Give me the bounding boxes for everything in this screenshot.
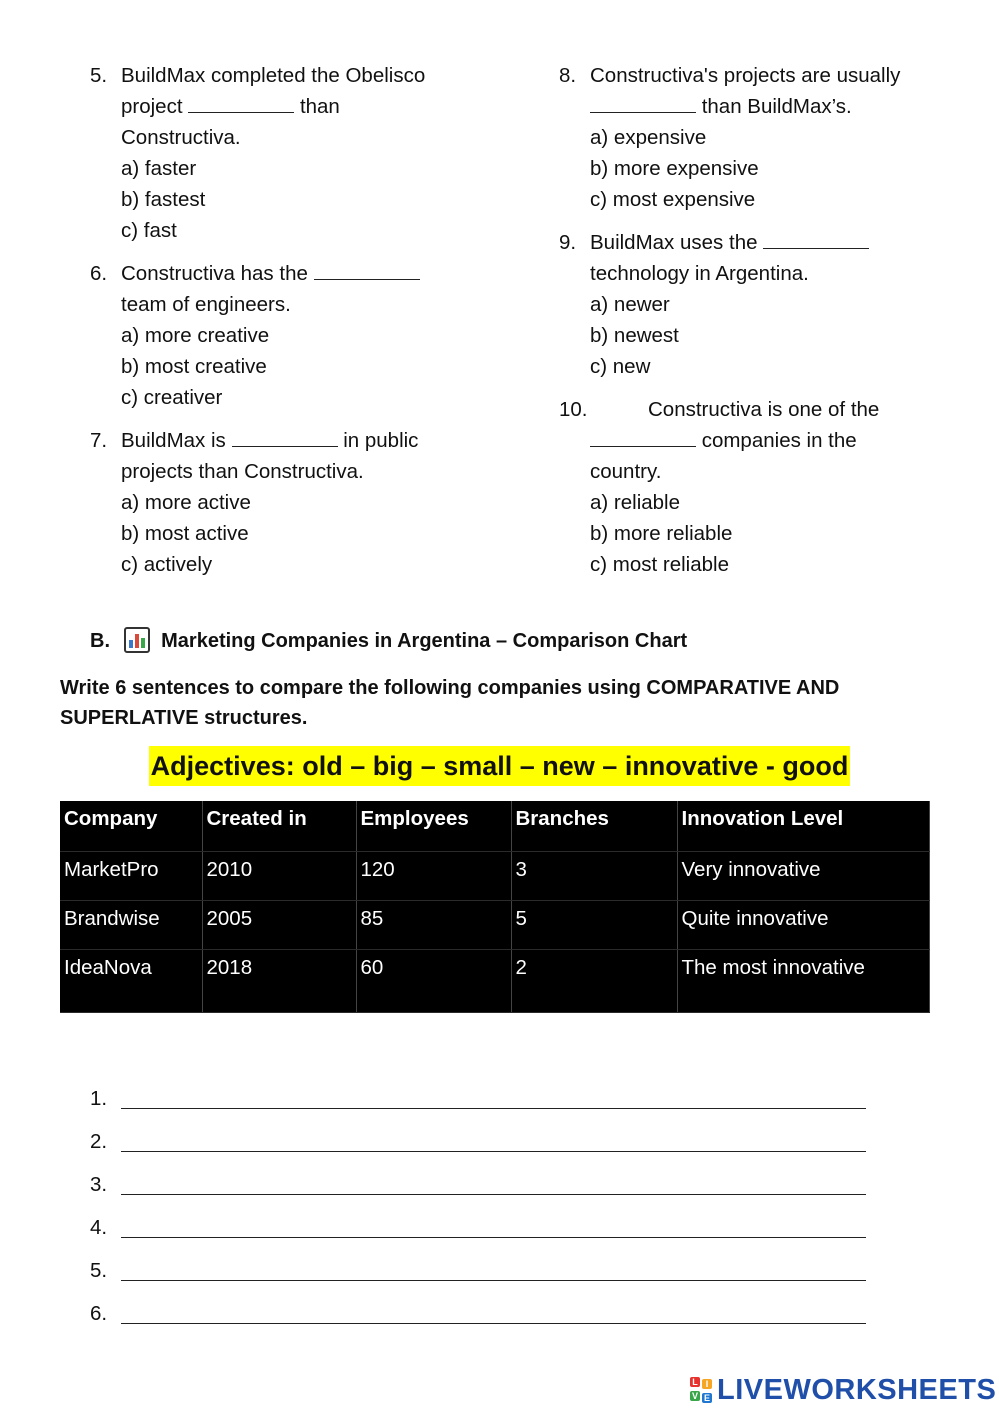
table-cell: 60 bbox=[356, 949, 511, 1012]
option-b[interactable]: b) most creative bbox=[121, 355, 267, 378]
question-text: companies in the bbox=[701, 429, 857, 452]
line-number: 6. bbox=[90, 1302, 108, 1325]
question-number: 6. bbox=[90, 262, 108, 285]
answer-blank[interactable] bbox=[314, 260, 420, 280]
option-c[interactable]: c) fast bbox=[121, 219, 177, 242]
answer-line-5 bbox=[90, 1242, 866, 1285]
table-cell: 2018 bbox=[202, 949, 356, 1012]
right-question-column bbox=[559, 60, 959, 592]
line-number: 1. bbox=[90, 1087, 108, 1110]
line-number: 2. bbox=[90, 1130, 108, 1153]
question-text: project bbox=[121, 95, 183, 118]
option-a[interactable]: a) reliable bbox=[590, 491, 681, 514]
writing-line[interactable] bbox=[121, 1302, 866, 1324]
question-text: technology in Argentina. bbox=[590, 262, 809, 285]
logo-mark-letter: I bbox=[702, 1379, 712, 1389]
question-text: BuildMax uses the bbox=[590, 231, 758, 254]
question-number: 8. bbox=[559, 64, 577, 87]
option-a[interactable]: a) expensive bbox=[590, 126, 707, 149]
answer-blank[interactable] bbox=[590, 427, 696, 447]
table-cell: 85 bbox=[356, 900, 511, 949]
line-number: 3. bbox=[90, 1173, 108, 1196]
table-cell: IdeaNova bbox=[60, 949, 202, 1012]
answer-blank[interactable] bbox=[763, 229, 869, 249]
section-b-heading bbox=[90, 627, 687, 653]
question-text: projects than Constructiva. bbox=[121, 460, 364, 483]
answer-blank[interactable] bbox=[188, 93, 294, 113]
question-text: than BuildMax’s. bbox=[701, 95, 852, 118]
column-header: Branches bbox=[511, 801, 677, 851]
question-text: than bbox=[299, 95, 340, 118]
table-row bbox=[60, 851, 929, 900]
answer-blank[interactable] bbox=[232, 427, 338, 447]
table-cell: 3 bbox=[511, 851, 677, 900]
table-cell: 2010 bbox=[202, 851, 356, 900]
column-header: Created in bbox=[202, 801, 356, 851]
question-text: Constructiva's projects are usually bbox=[590, 64, 901, 87]
option-a[interactable]: a) newer bbox=[590, 293, 670, 316]
table-cell: 2005 bbox=[202, 900, 356, 949]
question-5 bbox=[90, 60, 510, 246]
question-10 bbox=[559, 394, 959, 580]
question-text: Constructiva has the bbox=[121, 262, 308, 285]
question-number: 5. bbox=[90, 64, 108, 87]
column-header: Employees bbox=[356, 801, 511, 851]
question-8 bbox=[559, 60, 959, 215]
adjectives-list: Adjectives: old – big – small – new – innovative - good bbox=[149, 746, 851, 786]
liveworksheets-mark-icon bbox=[690, 1377, 714, 1405]
option-a[interactable]: a) faster bbox=[121, 157, 197, 180]
question-number: 9. bbox=[559, 231, 577, 254]
option-b[interactable]: b) newest bbox=[590, 324, 679, 347]
section-title: Marketing Companies in Argentina – Comparison Chart bbox=[161, 630, 688, 652]
table-row bbox=[60, 949, 929, 1012]
left-question-column bbox=[90, 60, 510, 592]
column-header: Company bbox=[60, 801, 202, 851]
comparison-table bbox=[60, 801, 930, 1013]
bar-chart-icon bbox=[124, 627, 150, 653]
question-text: BuildMax completed the Obelisco bbox=[121, 64, 426, 87]
option-c[interactable]: c) most reliable bbox=[590, 553, 729, 576]
question-text: in public bbox=[343, 429, 419, 452]
answer-line-6 bbox=[90, 1285, 866, 1328]
answer-blank[interactable] bbox=[590, 93, 696, 113]
adjectives-banner bbox=[0, 746, 999, 786]
table-cell: 120 bbox=[356, 851, 511, 900]
question-6 bbox=[90, 258, 510, 413]
question-text: BuildMax is bbox=[121, 429, 226, 452]
option-c[interactable]: c) new bbox=[590, 355, 651, 378]
column-header: Innovation Level bbox=[677, 801, 929, 851]
logo-mark-letter: E bbox=[703, 1392, 710, 1403]
option-c[interactable]: c) creativer bbox=[121, 386, 223, 409]
question-7 bbox=[90, 425, 510, 580]
line-number: 5. bbox=[90, 1259, 108, 1282]
table-cell: Very innovative bbox=[677, 851, 929, 900]
question-number: 10. bbox=[559, 398, 588, 421]
logo-mark-letter: L bbox=[690, 1377, 700, 1387]
table-header-row bbox=[60, 801, 929, 851]
table-row bbox=[60, 900, 929, 949]
table-cell: Quite innovative bbox=[677, 900, 929, 949]
option-b[interactable]: b) more expensive bbox=[590, 157, 759, 180]
logo-text: LIVEWORKSHEETS bbox=[717, 1374, 997, 1406]
liveworksheets-logo[interactable] bbox=[690, 1374, 996, 1407]
answer-line-2 bbox=[90, 1113, 866, 1156]
answer-line-4 bbox=[90, 1199, 866, 1242]
line-number: 4. bbox=[90, 1216, 108, 1239]
option-a[interactable]: a) more creative bbox=[121, 324, 270, 347]
writing-line[interactable] bbox=[121, 1087, 866, 1109]
writing-line[interactable] bbox=[121, 1173, 866, 1195]
option-b[interactable]: b) more reliable bbox=[590, 522, 733, 545]
answer-line-3 bbox=[90, 1156, 866, 1199]
question-9 bbox=[559, 227, 959, 382]
table-cell: 2 bbox=[511, 949, 677, 1012]
option-c[interactable]: c) actively bbox=[121, 553, 213, 576]
answer-line-1 bbox=[90, 1070, 866, 1113]
instruction-text: Write 6 sentences to compare the following companies using COMPARATIVE AND SUPERLATIVE structures. bbox=[60, 677, 840, 729]
section-label: B. bbox=[90, 630, 110, 652]
question-text: country. bbox=[590, 460, 662, 483]
table-cell: 5 bbox=[511, 900, 677, 949]
table-cell: The most innovative bbox=[677, 949, 929, 1012]
question-number: 7. bbox=[90, 429, 108, 452]
option-b[interactable]: b) fastest bbox=[121, 188, 206, 211]
writing-line[interactable] bbox=[121, 1130, 866, 1152]
table-cell: MarketPro bbox=[60, 851, 202, 900]
writing-line[interactable] bbox=[121, 1259, 866, 1281]
answer-lines bbox=[90, 1070, 866, 1328]
question-text: Constructiva is one of the bbox=[648, 398, 880, 421]
option-c[interactable]: c) most expensive bbox=[590, 188, 756, 211]
option-b[interactable]: b) most active bbox=[121, 522, 249, 545]
question-text: team of engineers. bbox=[121, 293, 291, 316]
question-text: Constructiva. bbox=[121, 126, 241, 149]
option-a[interactable]: a) more active bbox=[121, 491, 251, 514]
logo-mark-letter: V bbox=[691, 1390, 698, 1401]
writing-line[interactable] bbox=[121, 1216, 866, 1238]
table-cell: Brandwise bbox=[60, 900, 202, 949]
